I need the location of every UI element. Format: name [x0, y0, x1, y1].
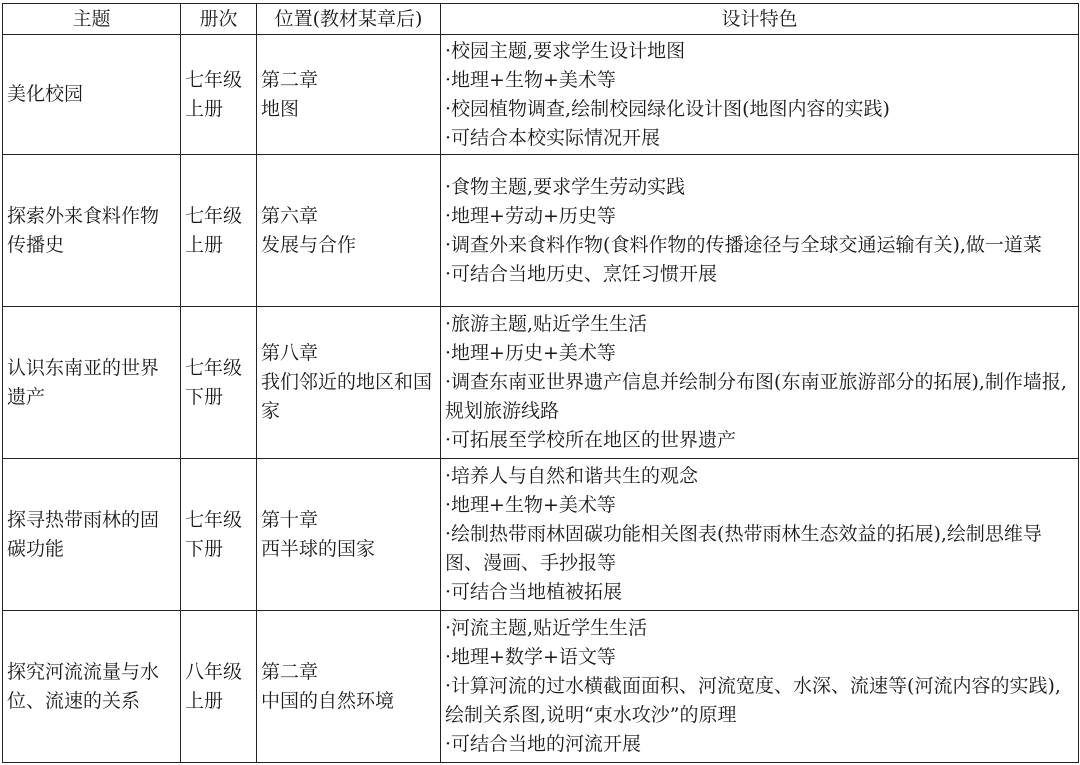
position-cell: [257, 611, 441, 763]
feature-item: ·绘制热带雨林固碳功能相关图表(热带雨林生态效益的拓展),绘制思维导图、漫画、手抄报等: [445, 523, 1042, 574]
feature-item: ·地理+历史+美术等: [445, 342, 616, 364]
position-cell: [257, 155, 441, 307]
semester: 上册: [185, 233, 224, 256]
feature-item: ·可结合本校实际情况开展: [445, 126, 661, 149]
chapter: 第二章: [261, 68, 319, 91]
feature-item: ·地理+数学+语文等: [445, 646, 616, 668]
feature-item: ·调查东南亚世界遗产信息并绘制分布图(东南亚旅游部分的拓展),制作墙报,规划旅游线路: [445, 371, 1067, 422]
position-cell: [257, 35, 441, 155]
grade: 七年级: [185, 204, 243, 227]
chapter: 第十章: [261, 508, 319, 531]
position-cell: [257, 459, 441, 611]
design-table: [2, 3, 1079, 763]
semester: 下册: [185, 537, 224, 560]
feature-item: ·食物主题,要求学生劳动实践: [445, 175, 686, 198]
header-topic: 主题: [3, 4, 181, 35]
volume-cell: [181, 611, 257, 763]
feature-item: ·计算河流的过水横截面面积、河流宽度、水深、流速等(河流内容的实践),绘制关系图,说明“束水攻沙”的原理: [445, 675, 1061, 726]
chapter: 第六章: [261, 204, 319, 227]
header-position: 位置(教材某章后): [257, 4, 441, 35]
chapter-title: 西半球的国家: [261, 537, 376, 560]
feature-item: ·调查外来食料作物(食料作物的传播途径与全球交通运输有关),做一道菜: [445, 233, 1042, 256]
topic-cell: 认识东南亚的世界遗产: [3, 307, 181, 459]
position-cell: [257, 307, 441, 459]
feature-item: ·地理+劳动+历史等: [445, 204, 616, 227]
chapter-title: 中国的自然环境: [261, 689, 395, 712]
header-features: 设计特色: [441, 4, 1079, 35]
features-cell: [441, 459, 1079, 611]
features-cell: [441, 307, 1079, 459]
features-cell: [441, 35, 1079, 155]
feature-item: ·可结合当地植被拓展: [445, 581, 623, 603]
table-row: [3, 155, 1079, 307]
feature-item: ·校园植物调查,绘制校园绿化设计图(地图内容的实践): [445, 97, 890, 120]
volume-cell: [181, 155, 257, 307]
features-cell: [441, 155, 1079, 307]
volume-cell: [181, 35, 257, 155]
chapter-title: 地图: [261, 97, 300, 120]
topic-cell: 探索外来食料作物传播史: [3, 155, 181, 307]
feature-item: ·可结合当地的河流开展: [445, 733, 642, 755]
feature-item: ·地理+生物+美术等: [445, 494, 616, 516]
table-row: [3, 35, 1079, 155]
table-row: [3, 307, 1079, 459]
chapter: 第八章: [261, 342, 319, 364]
table-row: [3, 611, 1079, 763]
table-row: [3, 459, 1079, 611]
grade: 八年级: [185, 660, 243, 683]
feature-item: ·地理+生物+美术等: [445, 68, 616, 91]
grade: 七年级: [185, 356, 243, 379]
feature-item: ·旅游主题,贴近学生生活: [445, 313, 648, 335]
grade: 七年级: [185, 508, 243, 531]
feature-item: ·河流主题,贴近学生生活: [445, 617, 648, 639]
topic-cell: 美化校园: [3, 35, 181, 155]
chapter-title: 发展与合作: [261, 233, 357, 256]
chapter-title: 我们邻近的地区和国家: [261, 371, 433, 422]
volume-cell: [181, 459, 257, 611]
topic-cell: 探寻热带雨林的固碳功能: [3, 459, 181, 611]
grade: 七年级: [185, 68, 243, 91]
feature-item: ·校园主题,要求学生设计地图: [445, 39, 686, 62]
features-cell: [441, 611, 1079, 763]
header-row: [3, 4, 1079, 35]
feature-item: ·可结合当地历史、烹饪习惯开展: [445, 262, 718, 285]
chapter: 第二章: [261, 660, 319, 683]
semester: 上册: [185, 97, 224, 120]
feature-item: ·可拓展至学校所在地区的世界遗产: [445, 429, 737, 451]
semester: 下册: [185, 385, 224, 408]
topic-cell: 探究河流流量与水位、流速的关系: [3, 611, 181, 763]
semester: 上册: [185, 689, 224, 712]
header-volume: 册次: [181, 4, 257, 35]
feature-item: ·培养人与自然和谐共生的观念: [445, 465, 699, 487]
volume-cell: [181, 307, 257, 459]
